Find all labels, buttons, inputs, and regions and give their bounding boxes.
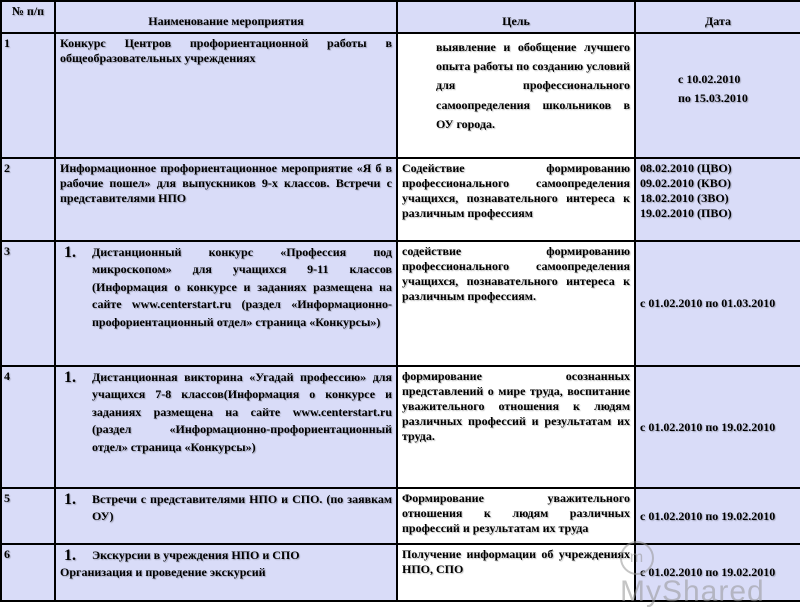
date-line: с 01.02.2010 по 01.03.2010 bbox=[640, 296, 776, 310]
table-row bbox=[1, 488, 800, 544]
event-text: Встречи с представителями НПО и СПО. (по заявкам ОУ) bbox=[92, 492, 392, 524]
table-header-row bbox=[1, 1, 800, 33]
row-event bbox=[55, 366, 397, 488]
list-marker: 1. bbox=[64, 244, 76, 261]
table-row bbox=[1, 241, 800, 366]
list-marker: 1. bbox=[64, 491, 76, 508]
row-num: 4 bbox=[1, 366, 55, 488]
row-dates bbox=[635, 544, 800, 601]
row-goal: Получение информации об учреждениях НПО, СПО bbox=[397, 544, 635, 601]
header-event: Наименование мероприятия bbox=[55, 1, 397, 33]
row-dates bbox=[635, 366, 800, 488]
row-event bbox=[55, 544, 397, 601]
header-num: № п/п bbox=[1, 1, 55, 33]
date-line: 18.02.2010 (ЗВО) bbox=[640, 191, 729, 205]
date-line: с 10.02.2010 bbox=[678, 72, 741, 86]
table-row bbox=[1, 544, 800, 601]
date-line: 19.02.2010 (ПВО) bbox=[640, 206, 732, 220]
row-goal: Содействие формированию профессионального самоопределения учащихся, познавательного интереса к различным профессиям bbox=[397, 158, 635, 241]
row-goal: выявление и обобщение лучшего опыта работы по созданию условий для профессионального самоопределения школьников в ОУ города. bbox=[397, 33, 635, 158]
table-row bbox=[1, 158, 800, 241]
row-event: Конкурс Центров профориентационной работы в общеобразовательных учреждениях bbox=[55, 33, 397, 158]
event-extra-text: Организация и проведение экскурсий bbox=[60, 564, 266, 579]
row-goal: Формирование уважительного отношения к людям различных профессий и результатам их труда bbox=[397, 488, 635, 544]
header-date: Дата bbox=[635, 1, 800, 33]
list-marker: 1. bbox=[64, 547, 76, 564]
row-dates bbox=[635, 158, 800, 241]
list-marker: 1. bbox=[64, 369, 76, 386]
event-text: Экскурсии в учреждения НПО и СПО bbox=[92, 548, 300, 562]
myshared-logo-icon: m bbox=[620, 541, 654, 575]
event-text: Дистанционная викторина «Угадай профессию» для учащихся 7-8 классов(Информация о конкурсе и заданиях размещена на сайте www.centerstart.ru (раздел «Информационно-профориентационный отдел» страница «Конкурсы») bbox=[92, 370, 392, 454]
row-dates bbox=[635, 33, 800, 158]
date-line: по 15.03.2010 bbox=[678, 91, 748, 106]
table-row bbox=[1, 366, 800, 488]
row-goal: содействие формированию профессионального самоопределения учащихся, познавательного интереса к различным профессиям. bbox=[397, 241, 635, 366]
watermark-text: MyShared bbox=[620, 575, 765, 609]
row-event: Информационное профориентационное мероприятие «Я б в рабочие пошел» для выпускников 9-х классов. Встречи с представителями НПО bbox=[55, 158, 397, 241]
row-dates bbox=[635, 488, 800, 544]
table-row bbox=[1, 33, 800, 158]
row-event bbox=[55, 488, 397, 544]
date-line: с 01.02.2010 по 19.02.2010 bbox=[640, 565, 776, 579]
row-num: 5 bbox=[1, 488, 55, 544]
date-line: 09.02.2010 (КВО) bbox=[640, 176, 732, 190]
row-event bbox=[55, 241, 397, 366]
date-line: с 01.02.2010 по 19.02.2010 bbox=[640, 508, 776, 523]
event-text: Дистанционный конкурс «Профессия под микроскопом» для учащихся 9-11 классов (Информация о конкурсе и заданиях размещена на сайте www.centerstart.ru (раздел «Информационно-профориентационный отдел» страница «Конкурсы») bbox=[92, 245, 392, 329]
date-line: 08.02.2010 (ЦВО) bbox=[640, 161, 732, 175]
row-dates bbox=[635, 241, 800, 366]
row-num: 1 bbox=[1, 33, 55, 158]
date-line: с 01.02.2010 по 19.02.2010 bbox=[640, 419, 776, 434]
header-goal: Цель bbox=[397, 1, 635, 33]
row-num: 6 bbox=[1, 544, 55, 601]
row-num: 3 bbox=[1, 241, 55, 366]
row-goal: формирование осознанных представлений о мире труда, воспитание уважительного отношения к людям различных профессий и результатам их труда. bbox=[397, 366, 635, 488]
row-num: 2 bbox=[1, 158, 55, 241]
